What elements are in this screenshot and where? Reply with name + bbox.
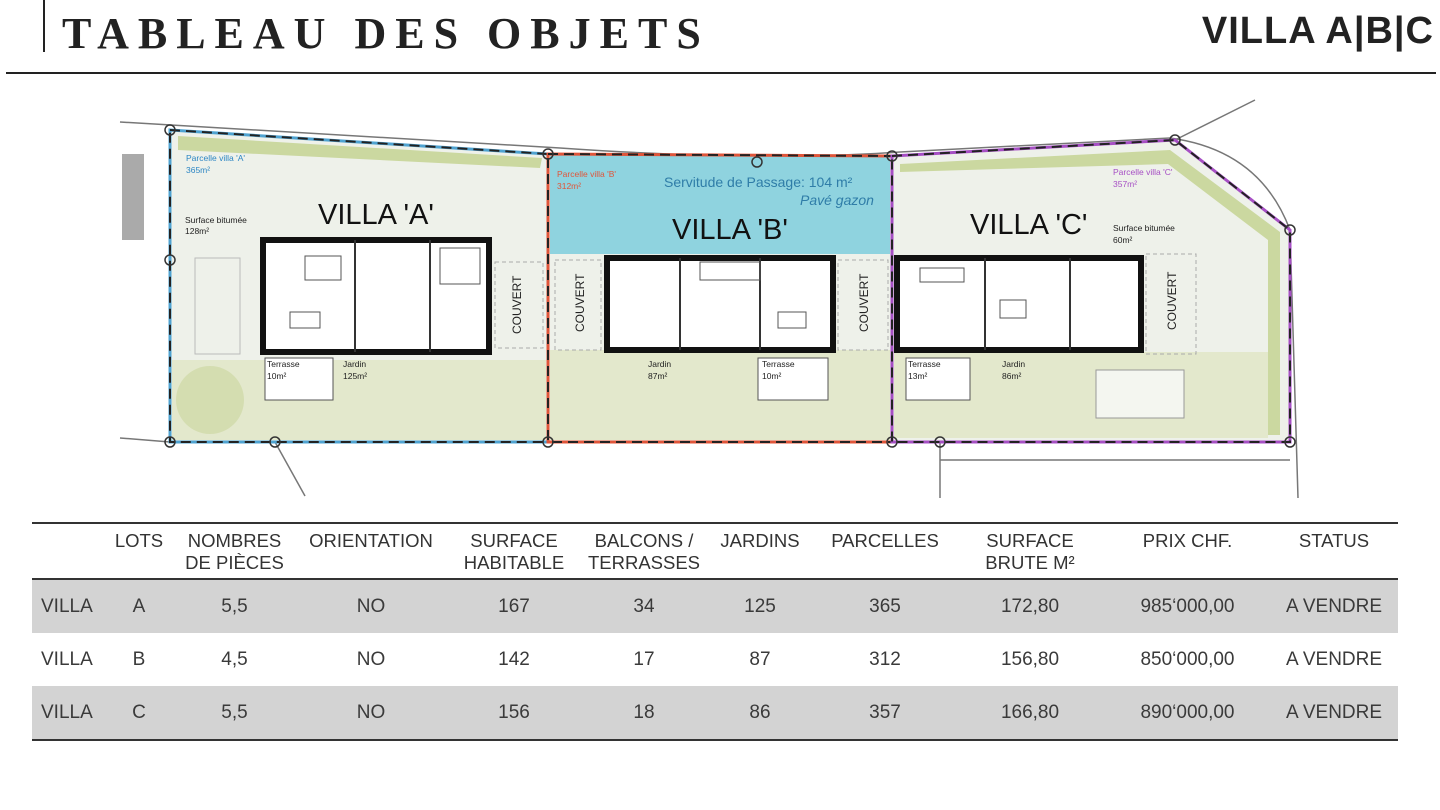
villa-a-terrasse-label: Terrasse: [267, 359, 300, 369]
villa-b-covered-right: COUVERT: [857, 273, 871, 332]
villa-c-title: VILLA 'C': [970, 209, 1088, 241]
villa-b-jardin-area: 87m²: [648, 371, 668, 381]
villa-b-terrasse-area: 10m²: [762, 371, 782, 381]
villa-b-servitude: Servitude de Passage: 104 m²: [664, 174, 853, 190]
cell-surface-brute: 172,80: [1000, 595, 1060, 617]
cell-jardins: 87: [749, 648, 771, 670]
villa-b-jardin-label: Jardin: [648, 359, 672, 369]
cell-pieces: 5,5: [221, 595, 248, 617]
cell-lot: B: [132, 648, 146, 670]
header-line: ORIENTATION: [309, 530, 433, 551]
header-line: HABITABLE: [463, 552, 565, 573]
header-orientation: [297, 524, 445, 578]
villa-c-surface-label: Surface bitumée: [1113, 223, 1175, 233]
cell-orientation: NO: [356, 595, 386, 617]
villa-b-title: VILLA 'B': [672, 214, 788, 246]
objects-table: [32, 522, 1398, 741]
cell-status: A VENDRE: [1285, 701, 1383, 723]
cell-parcelles: 365: [869, 595, 901, 617]
header-rule: [6, 72, 1436, 74]
header-line: LOTS: [114, 530, 164, 551]
villa-c-surface-area: 60m²: [1113, 235, 1133, 245]
villa-a-parcel-area: 365m²: [186, 165, 211, 175]
header-lots: [106, 524, 172, 578]
villa-c-parcel-area: 357m²: [1113, 179, 1138, 189]
villa-a-surface-label: Surface bitumée: [185, 215, 247, 225]
villa-a-title: VILLA 'A': [318, 199, 434, 231]
cell-balcons: 17: [633, 648, 655, 670]
cell-parcelles: 357: [869, 701, 901, 723]
villa-b-parcel-label: Parcelle villa 'B': [557, 169, 616, 179]
villa-c-terrasse-label: Terrasse: [908, 359, 941, 369]
villa-b-paving: Pavé gazon: [800, 192, 874, 208]
table-row: [32, 580, 1398, 633]
cell-surface-habitable: 142: [498, 648, 530, 670]
villa-a-covered: COUVERT: [510, 275, 524, 334]
cell-pieces: 4,5: [221, 648, 248, 670]
cell-balcons: 34: [633, 595, 655, 617]
header-line: BALCONS /: [594, 530, 694, 551]
villa-a-surface-area: 128m²: [185, 226, 210, 236]
cell-status: A VENDRE: [1285, 648, 1383, 670]
cell-balcons: 18: [633, 701, 655, 723]
header-balcons: [583, 524, 705, 578]
cell-surface-brute: 156,80: [1000, 648, 1060, 670]
villa-c-jardin-area: 86m²: [1002, 371, 1022, 381]
page-title: TABLEAU DES OBJETS: [62, 9, 710, 58]
header-line: PARCELLES: [831, 530, 939, 551]
header-line: SURFACE: [986, 530, 1074, 551]
cell-lot: C: [132, 701, 146, 723]
site-plan: [0, 80, 1440, 505]
table-header: [32, 524, 1398, 580]
villa-c-covered: COUVERT: [1165, 271, 1179, 330]
header-line: BRUTE M²: [985, 552, 1075, 573]
header-cell: [32, 524, 106, 578]
header-status: [1270, 524, 1398, 578]
header-line: SURFACE: [470, 530, 558, 551]
cell-surface-habitable: 156: [498, 701, 530, 723]
villa-b-covered-left: COUVERT: [573, 273, 587, 332]
header-parcelles: [815, 524, 955, 578]
cell-type: VILLA: [41, 648, 93, 670]
cell-orientation: NO: [356, 701, 386, 723]
villa-a-parcel-label: Parcelle villa 'A': [186, 153, 245, 163]
cell-prix: 850‘000,00: [1140, 648, 1235, 670]
header-surface-brute: [955, 524, 1105, 578]
cell-type: VILLA: [41, 701, 93, 723]
neighbour-building: [122, 154, 144, 240]
cell-lot: A: [132, 595, 146, 617]
header-line: JARDINS: [720, 530, 800, 551]
cell-status: A VENDRE: [1285, 595, 1383, 617]
cell-parcelles: 312: [869, 648, 901, 670]
cell-orientation: NO: [356, 648, 386, 670]
header-divider: [43, 0, 45, 52]
header-line: PRIX CHF.: [1142, 530, 1233, 551]
cell-surface-habitable: 167: [498, 595, 530, 617]
villa-c-jardin-label: Jardin: [1002, 359, 1026, 369]
header-prix: [1105, 524, 1270, 578]
header-surface-habitable: [445, 524, 583, 578]
header-line: NOMBRES: [187, 530, 282, 551]
cell-pieces: 5,5: [221, 701, 248, 723]
table-row: [32, 633, 1398, 686]
cell-prix: 890‘000,00: [1140, 701, 1235, 723]
header-pieces: [172, 524, 297, 578]
table-row: [32, 686, 1398, 741]
villa-b-parcel-area: 312m²: [557, 181, 582, 191]
header-jardins: [705, 524, 815, 578]
villa-a-jardin-label: Jardin: [343, 359, 367, 369]
header-line: TERRASSES: [587, 552, 701, 573]
project-brand: VILLA A|B|C: [1201, 10, 1434, 52]
cell-prix: 985‘000,00: [1140, 595, 1235, 617]
header-line: STATUS: [1298, 530, 1370, 551]
cell-jardins: 86: [749, 701, 771, 723]
cell-surface-brute: 166,80: [1000, 701, 1060, 723]
villa-a-jardin-area: 125m²: [343, 371, 368, 381]
cell-type: VILLA: [41, 595, 93, 617]
villa-b-terrasse-label: Terrasse: [762, 359, 795, 369]
villa-c-terrasse-area: 13m²: [908, 371, 928, 381]
villa-c-parcel-label: Parcelle villa 'C': [1113, 167, 1173, 177]
cell-jardins: 125: [744, 595, 776, 617]
header-line: DE PIÈCES: [185, 552, 284, 573]
villa-a-terrasse-area: 10m²: [267, 371, 287, 381]
